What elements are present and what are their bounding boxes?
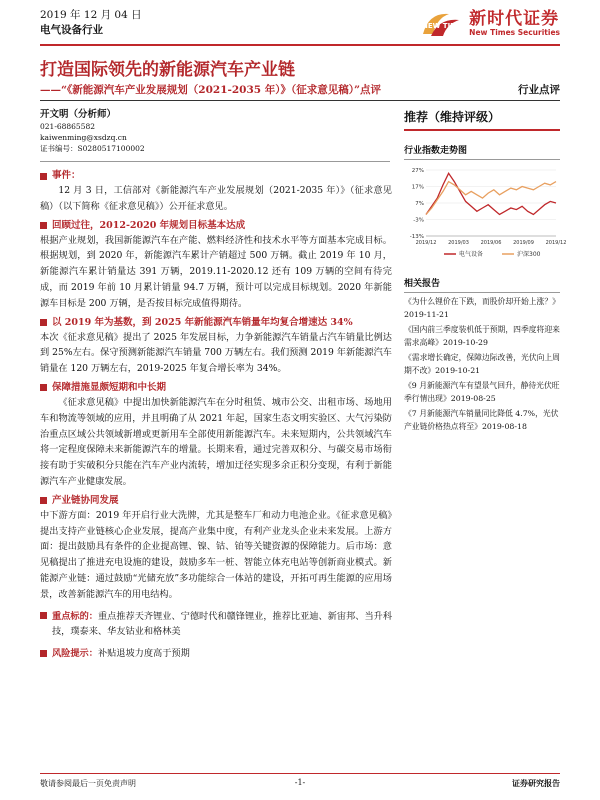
analyst-email[interactable]: kaiwenming@xsdzq.cn — [40, 133, 127, 142]
section-key-targets — [40, 609, 392, 641]
section-bullet-icon — [40, 384, 47, 391]
report-date: 2019 年 12 月 04 日 — [40, 9, 142, 21]
analyst-cert: 证书编号：S0280517100002 — [40, 144, 145, 153]
header-meta — [40, 8, 142, 38]
section-event — [40, 169, 392, 215]
footer-divider — [40, 773, 560, 774]
section-measures — [40, 381, 392, 490]
chart-y-tick-label: -3% — [413, 217, 424, 224]
analyst-phone: 021-68865582 — [40, 122, 96, 131]
related-reports-title: 相关报告 — [404, 276, 560, 293]
analyst-name: 开文明（分析师） — [40, 109, 117, 120]
report-title: 打造国际领先的新能源汽车产业链 — [40, 60, 295, 80]
chart-x-tick-label: 2019/12 — [545, 240, 567, 246]
section-paragraph: 根据产业规划，我国新能源汽车在产能、燃料经济性和技术水平等方面基本完成目标。根据规划，到 2020 年，新能源汽车累计产销超过 500 万辆。截止 2019 年 10 月，新能源汽车累计销量达 391 万辆，2019.11-2020.12 还有 109 万辆的空间有待完成，而 2019 年前 10 月累计销量 94.7 万辆，预计可以完成目标规划。2020 年新能源车目标是 200 万辆，是否按目标完成值得期待。 — [40, 234, 392, 309]
risk-text: 补贴退坡力度高于预期 — [97, 648, 190, 660]
chart-x-tick-label: 2019/06 — [480, 240, 502, 246]
logo-english-name: New Times Securities — [469, 28, 560, 37]
logo-mark-icon — [419, 8, 468, 40]
chart-y-tick-label: 27% — [411, 168, 424, 174]
section-bullet-icon — [40, 222, 47, 229]
section-paragraph: 《征求意见稿》中提出加快新能源汽车在分时租赁、城市公交、出租市场、场地用车和物流等领域的应用，并且明确了从 2021 年起，国家生态文明实验区、大气污染防治重点区域公共领域新增或更新用车全部使用新能源汽车。未来短期内，公共领域汽车将一定程度保障未来新能源汽车的增量。长期来看，通过完善双积分、与碳交易市场衔接有助于实破积分只能在汽车产业内流转，增加迂径实现多余正积分变现，有利于新能源汽车产业健康发展。 — [40, 396, 392, 487]
chart-series-line — [426, 173, 556, 214]
chart-y-tick-label: -13% — [409, 234, 424, 240]
related-report-item[interactable]: 《需求增长确定，保障边际改善，光伏向上周期不改》2019-10-21 — [404, 353, 560, 375]
section-bullet-icon — [40, 173, 47, 180]
key-targets-text: 重点推荐天齐锂业、宁德时代和赣锋锂业，推荐比亚迪、新宙邦、当升科技，璞泰来、华友钴业和格林美 — [52, 610, 393, 638]
section-bullet-icon — [40, 650, 47, 657]
chart-x-tick-label: 2019/09 — [513, 240, 534, 246]
risk-heading: 风险提示： — [52, 648, 98, 660]
header-divider — [40, 44, 560, 46]
report-type: 行业点评 — [518, 84, 560, 96]
related-report-item[interactable]: 《9 月新能源汽车有望景气回升，静待光伏旺季行情出现》2019-08-25 — [404, 381, 560, 403]
section-heading: 事件： — [52, 170, 81, 181]
section-bullet-icon — [40, 612, 47, 619]
logo-chinese-name: 新时代证券 — [469, 9, 560, 29]
report-subtitle: ——“《新能源汽车产业发展规划（2021-2035 年）》（征求意见稿）”点评 — [40, 84, 382, 96]
section-paragraph: 中下游方面：2019 年开启行业大洗牌，尤其是整车厂和动力电池企业。《征求意见稿》提出支持产业链核心企业发展，提高产业集中度，有利产业龙头企业未来发展。上游方面：提出鼓励具有条件的企业提高锂、镍、钴、铂等关键资源的保障能力。后市场：意见稿提出了推进充电设施的建设，鼓励多车一桩、智能立体充电站等创新商业模式。新能源产业链：通过鼓励“光储充放”多功能综合一体站的建设，开拓可再生能源的应用场景，改善新能源汽车的用电结构。 — [40, 509, 392, 600]
section-forecast — [40, 316, 392, 377]
section-bullet-icon — [40, 497, 47, 504]
chart-legend-label: 电气设备 — [459, 251, 484, 258]
analyst-info — [40, 108, 180, 154]
section-industry-chain — [40, 494, 392, 603]
section-heading: 以 2019 年为基数，到 2025 年新能源汽车销量年均复合增速达 34% — [52, 316, 353, 328]
chart-y-tick-label: 7% — [415, 201, 424, 207]
section-bullet-icon — [40, 319, 47, 326]
index-chart-svg — [404, 166, 567, 262]
chart-x-tick-label: 2019/12 — [415, 240, 437, 246]
section-heading: 保障措施显颇短期和中长期 — [52, 381, 167, 393]
related-report-item[interactable]: 《为什么锂价在下跌，而股价却开始上涨？》2019-11-21 — [404, 297, 560, 319]
chart-legend-label: 沪深300 — [517, 251, 541, 258]
section-heading: 回顾过往，2012-2020 年规划目标基本达成 — [52, 219, 246, 231]
chart-title: 行业指数走势图 — [404, 143, 560, 160]
industry-label: 电气设备行业 — [40, 24, 103, 36]
section-review — [40, 219, 392, 312]
section-heading: 产业链协同发展 — [52, 494, 119, 506]
sidebar — [404, 108, 567, 433]
company-logo — [419, 8, 560, 40]
related-report-item[interactable]: 《国内前三季度装机低于预期，四季度将迎来需求高峰》2019-10-29 — [404, 325, 560, 347]
main-content — [40, 165, 392, 662]
related-report-item[interactable]: 《7 月新能源汽车销量同比降低 4.7%，光伏产业链价格热点将至》2019-08-18 — [404, 409, 559, 431]
index-chart — [404, 166, 567, 262]
section-risk — [40, 646, 392, 662]
page-number: -1- — [294, 778, 306, 787]
chart-y-tick-label: 17% — [411, 184, 424, 191]
section-paragraph: 12 月 3 日，工信部对《新能源汽车产业发展规划（2021-2035 年）》（征求意见稿）（以下简称《征求意见稿》）公开征求意见。 — [40, 185, 392, 212]
title-divider — [40, 100, 560, 101]
analyst-divider — [40, 161, 390, 162]
section-paragraph: 本次《征求意见稿》提出了 2025 年发展目标，力争新能源汽车销量占汽车销量比例达到 25%左右。保守预测新能源汽车销量 700 万辆左右。我们预测 2019 年新能源汽车销量在 120 万辆左右，2019-2025 年复合增长率为 34%。 — [40, 331, 392, 375]
rating-badge: 推荐（维持评级） — [404, 108, 560, 131]
key-targets-heading: 重点标的： — [52, 610, 98, 622]
svg-text:NEW TIMES: NEW TIMES — [422, 22, 468, 30]
chart-x-tick-label: 2019/03 — [448, 240, 469, 246]
footer-label: 证券研究报告 — [512, 778, 560, 788]
disclaimer-note[interactable]: 敬请参阅最后一页免责声明 — [40, 779, 136, 788]
